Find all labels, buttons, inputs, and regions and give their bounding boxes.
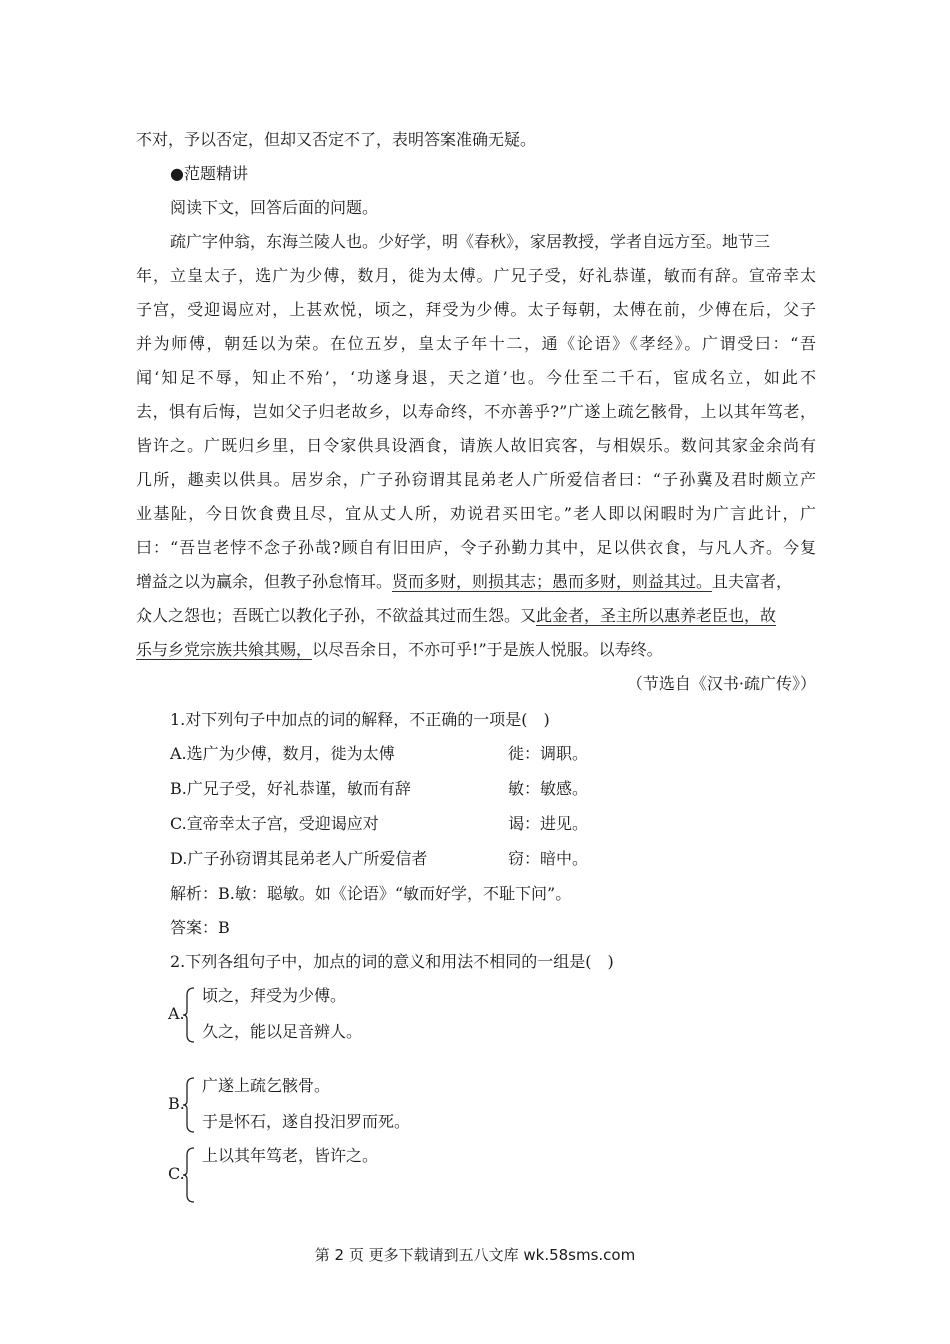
brace-icon <box>182 1146 196 1204</box>
option-sentence: D.广子孙窃谓其昆弟老人广所爱信者 <box>170 849 428 868</box>
group-sentence: 广遂上疏乞骸骨。 <box>202 1076 331 1095</box>
passage-line: 疏广字仲翁，东海兰陵人也。少好学，明《春秋》，家居教授，学者自远方至。地节三 <box>170 232 771 251</box>
group-sentence: 于是怀石，遂自投汨罗而死。 <box>202 1112 411 1131</box>
question-stem: 2.下列各组句子中，加点的词的意义和用法不相同的一组是( ) <box>170 952 614 971</box>
option-sentence: B.广兄子受，好礼恭谨，敏而有辞 <box>170 779 411 798</box>
brace-icon <box>182 1076 196 1134</box>
passage-segment: 增益之以为赢余，但教子孙怠惰耳。 <box>136 572 393 591</box>
passage-line <box>136 606 816 626</box>
passage-line: 去，惧有后悔，岂如父子归老故乡，以寿命终，不亦善乎?”广遂上疏乞骸骨，上以其年笃老， <box>136 402 816 421</box>
passage-segment: 众人之怨也；吾既亡以教化子孙，不欲益其过而生怨。又 <box>136 606 537 625</box>
passage-line: 曰：“吾岂老悖不念子孙哉?顾自有旧田庐，令子孙勤力其中，足以供衣食，与凡人齐。今复 <box>136 538 816 557</box>
option-gloss: 谒：进见。 <box>508 814 589 833</box>
passage-line <box>136 640 816 660</box>
option-sentence: C.宣帝幸太子宫，受迎谒应对 <box>170 814 379 833</box>
group-sentence: 顷之，拜受为少傅。 <box>202 986 347 1005</box>
underlined-sentence: 乐与乡党宗族共飨其赐， <box>136 640 313 659</box>
intro-tail-text: 不对，予以否定，但却又否定不了，表明答案准确无疑。 <box>136 130 537 149</box>
option-sentence: A.选广为少傅，数月，徙为太傅 <box>170 744 395 763</box>
passage-line: 闻‘知足不辱，知止不殆’，‘功遂身退，天之道’也。今仕至二千石，宦成名立，如此不 <box>136 368 816 387</box>
passage-line <box>136 572 816 592</box>
answer-text: 答案：B <box>170 918 230 937</box>
source-citation: （节选自《汉书·疏广传》） <box>626 674 816 693</box>
group-label: B. <box>168 1094 185 1113</box>
option-gloss: 窃：暗中。 <box>508 849 589 868</box>
group-label: A. <box>168 1004 185 1023</box>
option-gloss: 敏：敏感。 <box>508 779 589 798</box>
brace-icon <box>182 986 196 1044</box>
passage-line: 并为师傅，朝廷以为荣。在位五岁，皇太子年十二，通《论语》《孝经》。广谓受曰：“吾 <box>136 334 816 353</box>
passage-segment: 且夫富者， <box>712 572 793 591</box>
analysis-text: 解析：B.敏：聪敏。如《论语》“敏而好学，不耻下问”。 <box>170 884 572 903</box>
section-heading: ●范题精讲 <box>170 164 248 183</box>
option-gloss: 徙：调职。 <box>508 744 589 763</box>
group-sentence: 久之，能以足音辨人。 <box>202 1022 363 1041</box>
passage-line: 子宫，受迎谒应对，上甚欢悦，顷之，拜受为少傅。太子每朝，太傅在前，少傅在后，父子 <box>136 300 816 319</box>
group-sentence: 上以其年笃老，皆许之。 <box>202 1146 379 1165</box>
passage-line: 年，立皇太子，选广为少傅，数月，徙为太傅。广兄子受，好礼恭谨，敏而有辞。宣帝幸太 <box>136 266 816 285</box>
page-footer: 第 2 页 更多下载请到五八文库 wk.58sms.com <box>314 1246 636 1264</box>
instruction-text: 阅读下文，回答后面的问题。 <box>170 198 379 217</box>
passage-segment: 以尽吾余日，不亦可乎!”于是族人悦服。以寿终。 <box>312 640 663 659</box>
passage-line: 几所，趣卖以供具。居岁余，广子孙窃谓其昆弟老人广所爱信者曰：“子孙冀及君时颇立产 <box>136 470 816 489</box>
group-label: C. <box>168 1164 185 1183</box>
question-stem: 1.对下列句子中加点的词的解释，不正确的一项是( ) <box>170 710 550 729</box>
underlined-sentence: 贤而多财，则损其志；愚而多财，则益其过。 <box>392 572 713 591</box>
passage-line: 皆许之。广既归乡里，日令家供具设酒食，请族人故旧宾客，与相娱乐。数问其家金余尚有 <box>136 436 816 455</box>
underlined-sentence: 此金者，圣主所以惠养老臣也，故 <box>536 606 777 625</box>
passage-line: 业基阯，今日饮食费且尽，宜从丈人所，劝说君买田宅。”老人即以闲暇时为广言此计，广 <box>136 504 816 523</box>
